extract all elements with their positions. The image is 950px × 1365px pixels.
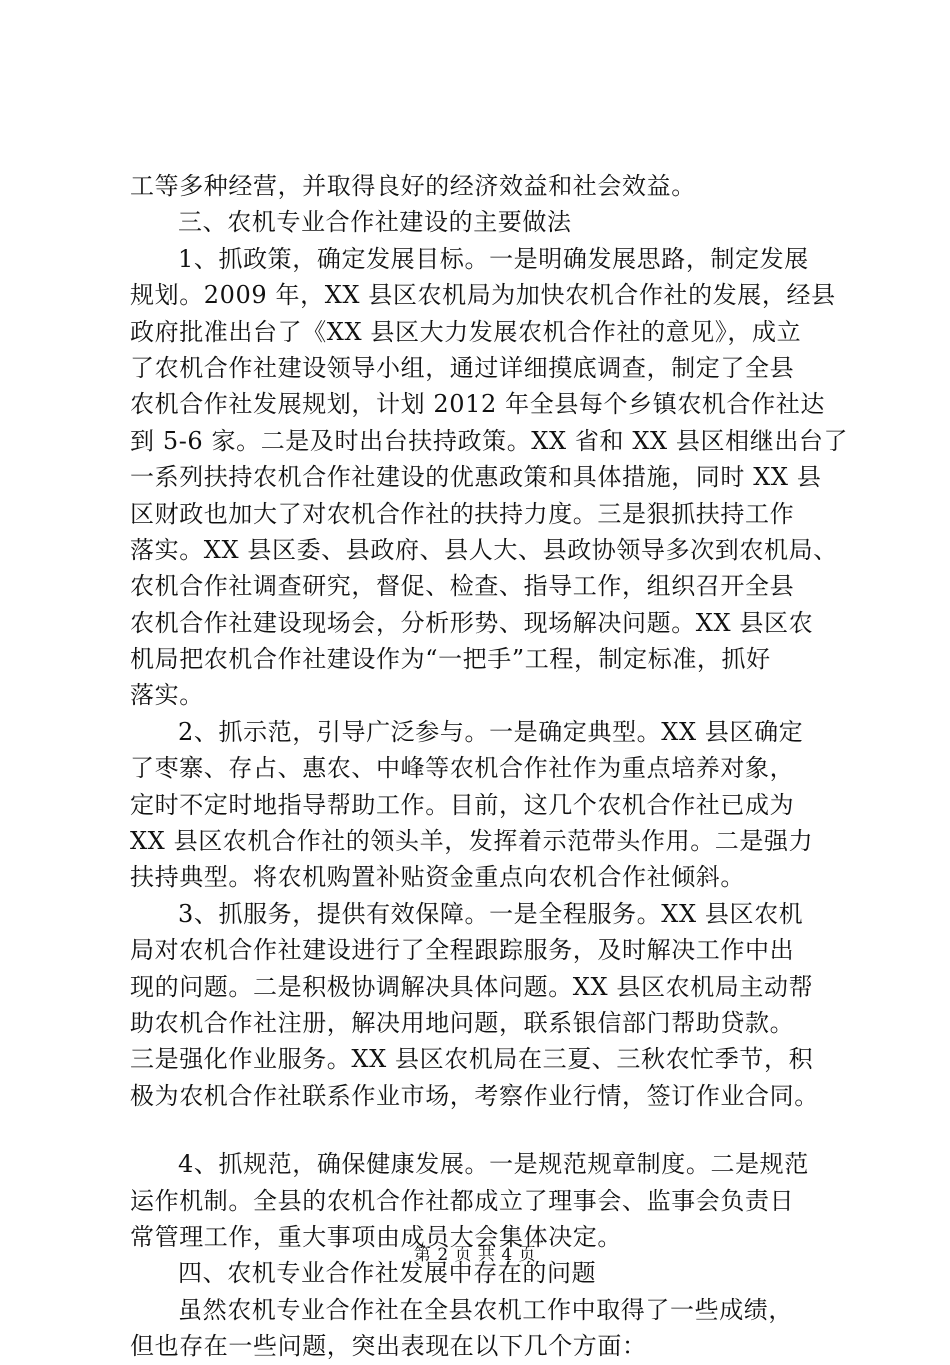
text-line: 工等多种经营，并取得良好的经济效益和社会效益。 xyxy=(130,172,696,200)
text-line: 4、抓规范，确保健康发展。一是规范规章制度。二是规范 xyxy=(178,1150,809,1179)
text-line: 农机合作社调查研究，督促、检查、指导工作，组织召开全县 xyxy=(130,572,795,601)
text-line: 运作机制。全县的农机合作社都成立了理事会、监事会负责日 xyxy=(130,1186,795,1215)
text-line: 到 5-6 家。二是及时出台扶持政策。XX 省和 XX 县区相继出台了 xyxy=(130,426,849,455)
text-line: 助农机合作社注册，解决用地问题，联系银信部门帮助贷款。 xyxy=(130,1008,795,1037)
text-line: 局对农机合作社建设进行了全程跟踪服务，及时解决工作中出 xyxy=(130,936,795,965)
text-line: 虽然农机专业合作社在全县农机工作中取得了一些成绩， xyxy=(178,1295,793,1324)
text-line: 3、抓服务，提供有效保障。一是全程服务。XX 县区农机 xyxy=(178,899,804,928)
text-line: 三是强化作业服务。XX 县区农机局在三夏、三秋农忙季节，积 xyxy=(130,1045,814,1074)
text-line: 了枣寨、存占、惠农、中峰等农机合作社作为重点培养对象， xyxy=(130,754,795,783)
text-line: 落实。XX 县区委、县政府、县人大、县政协领导多次到农机局、 xyxy=(130,535,838,564)
text-line: 机局把农机合作社建设作为“一把手”工程，制定标准，抓好 xyxy=(130,645,771,674)
text-line: XX 县区农机合作社的领头羊，发挥着示范带头作用。二是强力 xyxy=(130,827,814,856)
text-line: 但也存在一些问题，突出表现在以下几个方面： xyxy=(130,1332,647,1361)
text-line: 农机合作社建设现场会，分析形势、现场解决问题。XX 县区农 xyxy=(130,608,814,637)
section-heading: 三、农机专业合作社建设的主要做法 xyxy=(178,208,572,237)
document-body xyxy=(130,168,849,1365)
text-line: 定时不定时地指导帮助工作。目前，这几个农机合作社已成为 xyxy=(130,790,795,819)
text-line: 2、抓示范，引导广泛参与。一是确定典型。XX 县区确定 xyxy=(178,717,804,746)
text-line: 落实。 xyxy=(130,681,204,710)
text-line: 政府批准出台了《XX 县区大力发展农机合作社的意见》，成立 xyxy=(130,317,802,346)
text-line: 极为农机合作社联系作业市场，考察作业行情，签订作业合同。 xyxy=(130,1081,819,1110)
text-line: 了农机合作社建设领导小组，通过详细摸底调查，制定了全县 xyxy=(130,353,795,382)
text-line: 规划。2009 年，XX 县区农机局为加快农机合作社的发展，经县 xyxy=(130,281,836,310)
text-line: 农机合作社发展规划，计划 2012 年全县每个乡镇农机合作社达 xyxy=(130,390,825,419)
section-heading: 四、农机专业合作社发展中存在的问题 xyxy=(178,1259,597,1288)
text-line: 区财政也加大了对农机合作社的扶持力度。三是狠抓扶持工作 xyxy=(130,499,795,528)
page-number: 第 2 页 共 4 页 xyxy=(413,1245,537,1265)
text-line: 常管理工作，重大事项由成员大会集体决定。 xyxy=(130,1222,622,1251)
text-line: 1、抓政策，确定发展目标。一是明确发展思路，制定发展 xyxy=(178,244,809,273)
paragraph-gap xyxy=(130,1114,820,1146)
text-line: 扶持典型。将农机购置补贴资金重点向农机合作社倾斜。 xyxy=(130,863,745,892)
text-line: 一系列扶持农机合作社建设的优惠政策和具体措施，同时 XX 县 xyxy=(130,463,822,492)
text-line: 现的问题。二是积极协调解决具体问题。XX 县区农机局主动帮 xyxy=(130,972,814,1001)
